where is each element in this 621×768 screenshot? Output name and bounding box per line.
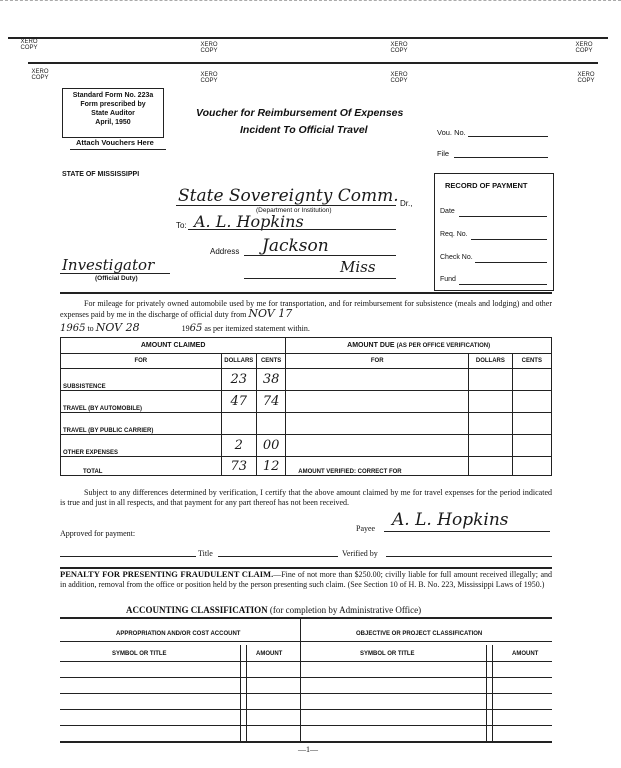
right-amount-header: AMOUNT — [512, 651, 539, 657]
row-label: OTHER EXPENSES — [61, 435, 222, 457]
vou-no-line — [468, 136, 548, 137]
row-label: TRAVEL (BY PUBLIC CARRIER) — [61, 413, 222, 435]
duty-label: (Official Duty) — [95, 275, 138, 282]
file-label: File — [437, 149, 450, 158]
statement-to-value: NOV 28 — [95, 321, 140, 334]
amount-verified-label: AMOUNT VERIFIED: CORRECT FOR — [286, 457, 469, 476]
statement-from-value: NOV 17 — [248, 307, 293, 320]
voucher-title: Voucher for Reimbursement Of Expenses — [196, 107, 404, 119]
form-box-line4: April, 1950 — [95, 119, 131, 126]
statement-text: For mileage for privately owned automobile used by me for transportation, and for reimbursement for subsistence (meals and lodging) and other expenses paid by me in the discharge of official duty from — [60, 299, 552, 319]
dr-label: Dr., — [400, 199, 413, 208]
xerox-mark-3: XERO COPY — [390, 42, 408, 54]
row-dollars: 23 — [221, 369, 256, 391]
xerox-mark-8: XERO COPY — [577, 72, 595, 84]
address-line — [244, 255, 396, 256]
record-date-line — [459, 216, 547, 217]
department-value: State Sovereignty Comm. — [178, 186, 399, 206]
second-rule — [28, 62, 598, 64]
table-row — [61, 391, 552, 413]
appropriation-header: APPROPRIATION AND/OR COST ACCOUNT — [116, 631, 241, 637]
record-of-payment-box — [434, 173, 554, 291]
row-cents — [256, 413, 285, 435]
approved-label: Approved for payment: — [60, 529, 136, 538]
row-dollars — [221, 413, 256, 435]
claimed-cents-header: CENTS — [256, 354, 285, 369]
verified-by-line — [386, 556, 552, 557]
statement-to-word: to — [87, 324, 94, 333]
department-line — [176, 205, 396, 206]
form-box-line3: State Auditor — [91, 110, 135, 117]
record-req-line — [471, 239, 547, 240]
xerox-mark-2: XERO COPY — [200, 42, 218, 54]
row-label: SUBSISTENCE — [61, 369, 222, 391]
form-box-line1: Standard Form No. 223a — [72, 92, 154, 99]
file-line — [454, 157, 548, 158]
statement-year2-value: 65 — [189, 323, 203, 334]
address-line2 — [244, 278, 396, 279]
duty-line — [60, 273, 170, 274]
claimed-dollars-header: DOLLARS — [221, 354, 256, 369]
statement-year2-prefix: 19 — [181, 324, 190, 333]
record-fund: Fund — [440, 276, 456, 283]
record-req: Req. No. — [440, 231, 468, 238]
statement-tail: as per itemized statement within. — [204, 324, 310, 333]
payee-line — [384, 531, 550, 532]
penalty-text — [60, 570, 552, 589]
address-value2: Miss — [340, 258, 376, 276]
right-symbol-header: SYMBOL OR TITLE — [360, 651, 415, 657]
attach-vouchers: Attach Vouchers Here — [76, 138, 154, 147]
state-label: STATE OF MISSISSIPPI — [62, 171, 140, 178]
certification-text: Subject to any differences determined by verification, I certify that the above amount claimed by me for travel expenses for the period indicated is true and just in all respects, and that payment for any part thereof has not been received. — [60, 488, 552, 507]
to-line — [188, 229, 396, 230]
statement-paragraph — [60, 299, 552, 320]
amount-due-header: AMOUNT DUE (AS PER OFFICE VERIFICATION) — [286, 338, 552, 354]
title-line — [218, 556, 338, 557]
vou-no-label: Vou. No. — [437, 128, 466, 137]
statement-year1: 1965 — [60, 323, 86, 334]
record-check: Check No. — [440, 254, 473, 261]
table-row — [61, 369, 552, 391]
record-fund-line — [459, 284, 547, 285]
to-value: A. L. Hopkins — [194, 212, 304, 231]
penalty-heading: PENALTY FOR PRESENTING FRAUDULENT CLAIM. — [60, 569, 274, 579]
row-cents: 38 — [256, 369, 285, 391]
xerox-mark-4: XERO COPY — [575, 42, 593, 54]
attach-underline — [70, 149, 166, 150]
page-number: —1— — [298, 745, 318, 754]
department-label: (Department or Institution) — [256, 207, 332, 214]
table-row — [61, 413, 552, 435]
accounting-title-sub: (for completion by Administrative Office) — [269, 605, 422, 615]
section-rule-1 — [60, 292, 552, 294]
claimed-for-header: FOR — [61, 354, 222, 369]
table-row-total — [61, 457, 552, 476]
xerox-mark-1: XERO COPY — [20, 39, 38, 51]
accounting-title-main: ACCOUNTING CLASSIFICATION — [126, 605, 268, 615]
record-date: Date — [440, 208, 455, 215]
due-dollars-header: DOLLARS — [469, 354, 512, 369]
to-label: To: — [176, 221, 187, 230]
row-cents: 00 — [256, 435, 285, 457]
claims-table — [60, 337, 552, 476]
row-cents: 74 — [256, 391, 285, 413]
top-rule — [8, 37, 608, 39]
payee-signature: A. L. Hopkins — [392, 510, 509, 530]
verified-by-label: Verified by — [342, 549, 378, 558]
top-dashed-edge — [0, 0, 621, 3]
penalty-body: —Fine of not more than $250.00; civilly liable for full amount received illegally; and in addition, removal from the office or position held by the person presenting such claim. (See Section 10 of H. B. No. 223, Mississippi Laws of 1950.) — [60, 570, 552, 589]
statement-date-line — [60, 321, 310, 334]
accounting-title — [126, 605, 421, 615]
row-dollars: 47 — [221, 391, 256, 413]
address-value: Jackson — [262, 236, 329, 256]
approval-signature-line — [60, 556, 196, 557]
address-label: Address — [210, 247, 240, 256]
objective-header: OBJECTIVE OR PROJECT CLASSIFICATION — [356, 631, 483, 637]
xerox-mark-5: XERO COPY — [31, 69, 49, 81]
record-title: RECORD OF PAYMENT — [445, 181, 528, 190]
due-for-header: FOR — [286, 354, 469, 369]
title-label: Title — [198, 549, 213, 558]
duty-value: Investigator — [62, 256, 155, 274]
accounting-box — [60, 617, 552, 743]
total-dollars: 73 — [221, 457, 256, 476]
amount-claimed-header: AMOUNT CLAIMED — [61, 338, 286, 354]
form-box-line2: Form prescribed by — [80, 101, 146, 108]
voucher-subtitle: Incident To Official Travel — [240, 124, 368, 136]
xerox-mark-7: XERO COPY — [390, 72, 408, 84]
xerox-mark-6: XERO COPY — [200, 72, 218, 84]
row-dollars: 2 — [221, 435, 256, 457]
payee-label: Payee — [356, 524, 376, 533]
left-amount-header: AMOUNT — [256, 651, 283, 657]
due-cents-header: CENTS — [512, 354, 551, 369]
total-label: TOTAL — [61, 457, 222, 476]
standard-form-box — [62, 88, 164, 138]
left-symbol-header: SYMBOL OR TITLE — [112, 651, 167, 657]
row-label: TRAVEL (BY AUTOMOBILE) — [61, 391, 222, 413]
record-check-line — [475, 262, 547, 263]
table-row — [61, 435, 552, 457]
total-cents: 12 — [256, 457, 285, 476]
